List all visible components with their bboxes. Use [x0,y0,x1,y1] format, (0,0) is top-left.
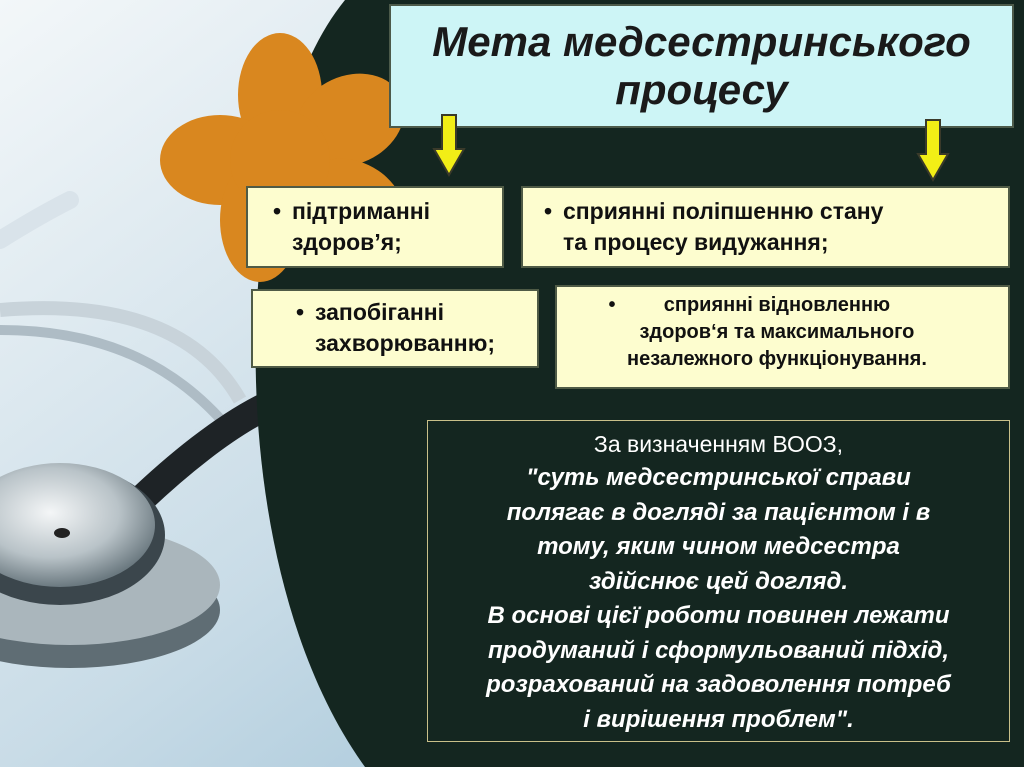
goal-item [246,186,504,268]
bullet: • [272,198,282,224]
bullet: • [608,294,616,316]
bullet: • [295,299,305,325]
goal-text: сприянні відновленню здоров‘я та максимального незалежного функціонування. [627,294,927,370]
goal-item [251,289,539,368]
goal-item [521,186,1010,268]
slide-title: Мета медсестринського процесу [432,18,971,113]
bullet: • [543,198,553,224]
quote-intro: За визначенням ВООЗ, [593,431,844,457]
goal-text: сприянні поліпшенню стану та процесу видужання; [563,198,884,255]
who-definition-box [427,420,1010,742]
goal-text: підтриманні здоров’я; [292,198,431,255]
title-box [389,4,1014,128]
quote-text: "суть медсестринської справи полягає в догляді за пацієнтом і в тому, яким чином медсестра здійснює цей догляд. В основі цієї роботи повинен лежати продуманий і сформульований підхід, розрахований на задоволення потреб і вирішення проблем". [486,464,951,733]
arrow-down-icon [432,113,466,179]
goal-item [555,285,1010,389]
arrow-down-icon [916,118,950,184]
goal-text: запобіганні захворюванню; [315,299,496,356]
